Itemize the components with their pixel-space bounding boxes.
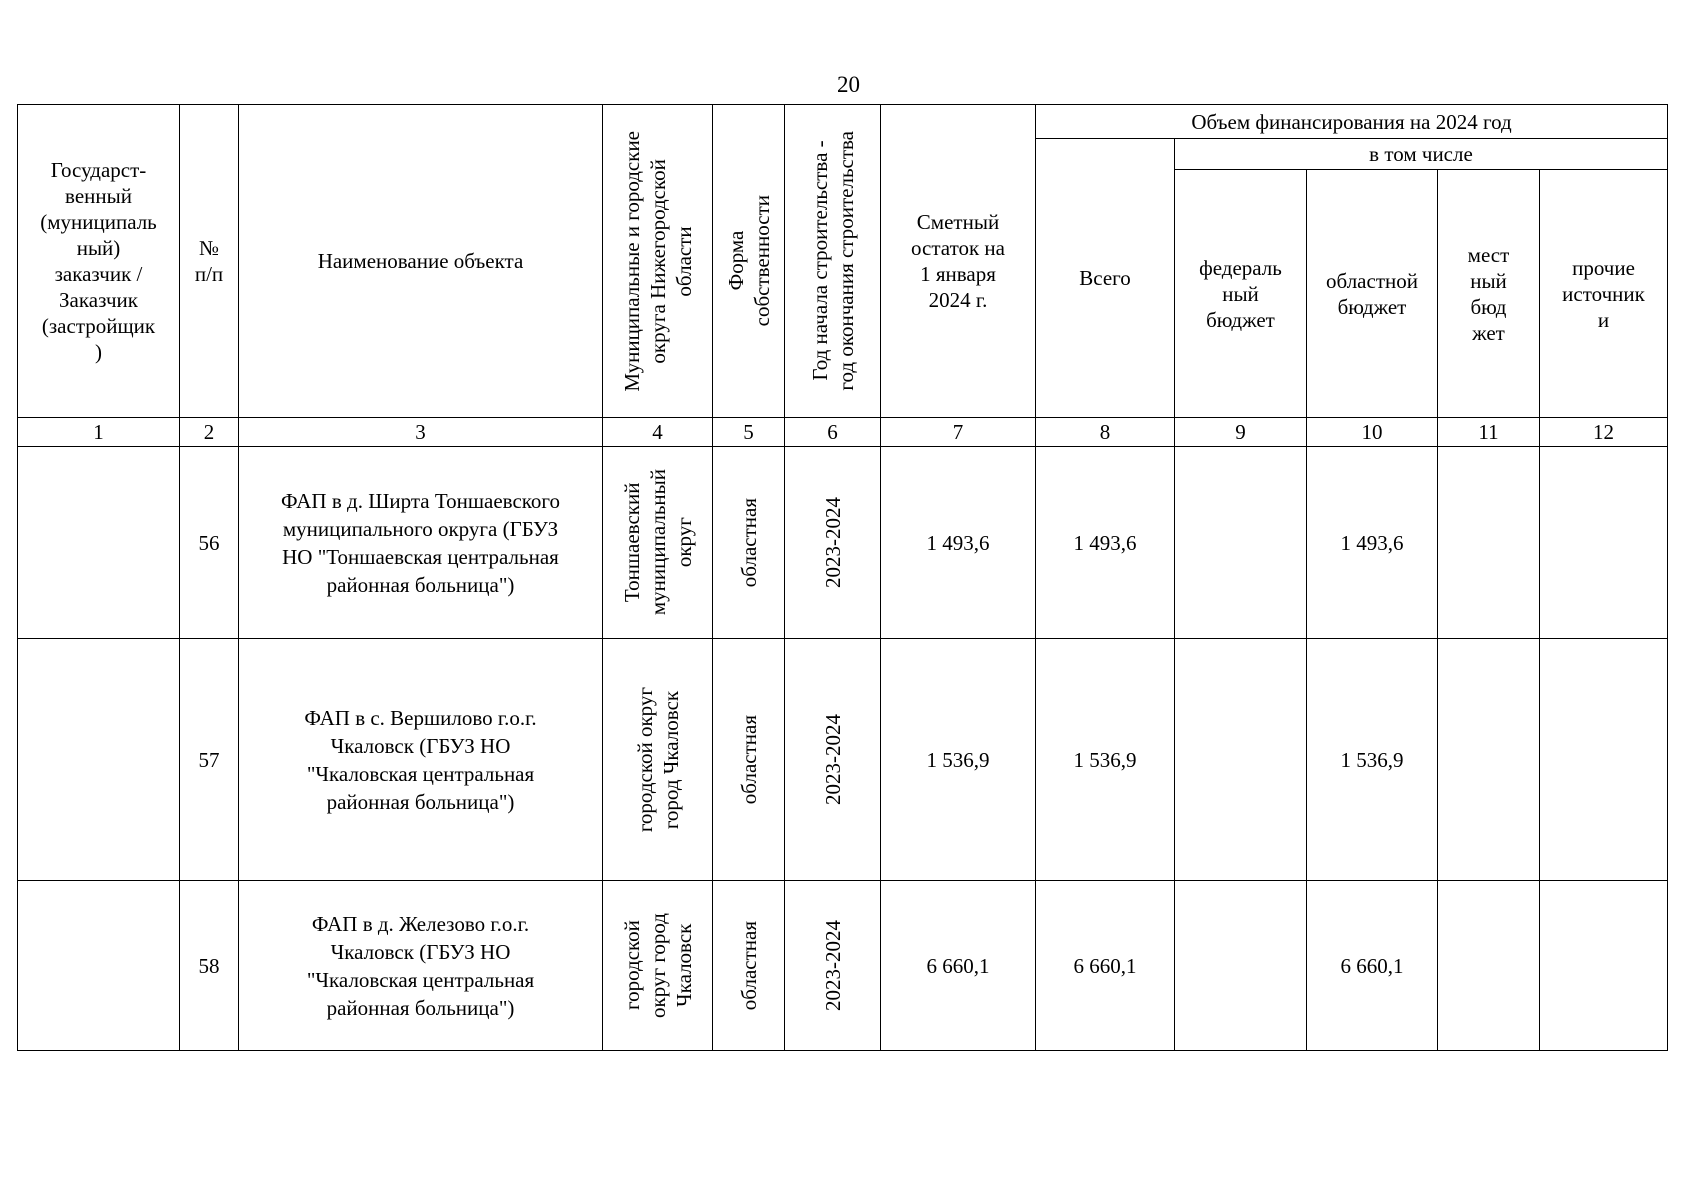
financing-table (17, 104, 1668, 1051)
row-balance: 1 536,9 (881, 639, 1036, 881)
row-name: ФАП в с. Вершилово г.о.г. Чкаловск (ГБУЗ НО "Чкаловская центральная районная больница") (304, 705, 537, 814)
header-municipality-cell (603, 105, 713, 418)
column-number: 2 (180, 418, 239, 447)
header-balance: Сметный остаток на 1 января 2024 г. (881, 105, 1036, 418)
header-total: Всего (1036, 139, 1175, 418)
header-funding-group: Объем финансирования на 2024 год (1036, 105, 1668, 139)
column-number: 10 (1307, 418, 1438, 447)
header-customer: Государст- венный (муниципаль ный) заказчик / Заказчик (застройщик ) (18, 105, 180, 418)
header-ownership: Форма собственности (723, 195, 774, 327)
row-municipality: Тоншаевский муниципальный округ (619, 469, 696, 616)
column-number: 11 (1438, 418, 1540, 447)
row-total: 1 536,9 (1036, 639, 1175, 881)
row-municipality: городской округ город Чкаловск (632, 686, 683, 833)
row-ownership-cell (713, 447, 785, 639)
row-municipality-cell (603, 447, 713, 639)
row-name-cell (239, 447, 603, 639)
header-row-1 (18, 105, 1668, 139)
table-row (18, 447, 1668, 639)
column-number: 6 (785, 418, 881, 447)
row-federal (1175, 447, 1307, 639)
row-regional: 6 660,1 (1307, 881, 1438, 1051)
row-ownership-cell (713, 639, 785, 881)
row-num: 57 (180, 639, 239, 881)
row-total: 6 660,1 (1036, 881, 1175, 1051)
row-other (1540, 881, 1668, 1051)
page-number: 20 (837, 72, 860, 97)
row-customer (18, 447, 180, 639)
row-name: ФАП в д. Железово г.о.г. Чкаловск (ГБУЗ НО "Чкаловская центральная районная больница") (306, 911, 535, 1020)
row-years-cell (785, 639, 881, 881)
header-years-cell (785, 105, 881, 418)
header-years: Год начала строительства - год окончания строительства (807, 131, 858, 391)
column-number: 5 (713, 418, 785, 447)
row-municipality: городской округ город Чкаловск (619, 913, 696, 1018)
header-ownership-cell (713, 105, 785, 418)
row-balance: 6 660,1 (881, 881, 1036, 1051)
row-years-cell (785, 881, 881, 1051)
column-number: 4 (603, 418, 713, 447)
row-total: 1 493,6 (1036, 447, 1175, 639)
row-local (1438, 881, 1540, 1051)
row-name: ФАП в д. Ширта Тоншаевского муниципального округа (ГБУЗ НО "Тоншаевская центральная районная больница") (281, 488, 560, 597)
table-row (18, 881, 1668, 1051)
header-including: в том числе (1175, 139, 1668, 170)
row-other (1540, 639, 1668, 881)
row-years-cell (785, 447, 881, 639)
row-regional: 1 493,6 (1307, 447, 1438, 639)
row-regional: 1 536,9 (1307, 639, 1438, 881)
column-number: 1 (18, 418, 180, 447)
column-number: 9 (1175, 418, 1307, 447)
row-num: 58 (180, 881, 239, 1051)
header-local: мест ный бюд жет (1438, 170, 1540, 418)
header-federal: федераль ный бюджет (1175, 170, 1307, 418)
row-years: 2023-2024 (820, 714, 845, 805)
row-balance: 1 493,6 (881, 447, 1036, 639)
row-ownership-cell (713, 881, 785, 1051)
row-num: 56 (180, 447, 239, 639)
header-object-name: Наименование объекта (239, 105, 603, 418)
column-numbers-row (18, 418, 1668, 447)
row-federal (1175, 639, 1307, 881)
row-name-cell (239, 639, 603, 881)
header-other: прочие источник и (1540, 170, 1668, 418)
table-row (18, 639, 1668, 881)
row-customer (18, 881, 180, 1051)
row-local (1438, 447, 1540, 639)
row-municipality-cell (603, 881, 713, 1051)
row-municipality-cell (603, 639, 713, 881)
row-years: 2023-2024 (820, 920, 845, 1011)
column-number: 7 (881, 418, 1036, 447)
column-number: 12 (1540, 418, 1668, 447)
column-number: 8 (1036, 418, 1175, 447)
row-local (1438, 639, 1540, 881)
row-federal (1175, 881, 1307, 1051)
row-other (1540, 447, 1668, 639)
row-years: 2023-2024 (820, 497, 845, 588)
row-ownership: областная (736, 497, 761, 588)
header-regional: областной бюджет (1307, 170, 1438, 418)
row-ownership: областная (736, 714, 761, 805)
row-customer (18, 639, 180, 881)
header-num: № п/п (180, 105, 239, 418)
row-ownership: областная (736, 920, 761, 1011)
row-name-cell (239, 881, 603, 1051)
header-municipality: Муниципальные и городские округа Нижегородской области (619, 130, 696, 392)
column-number: 3 (239, 418, 603, 447)
